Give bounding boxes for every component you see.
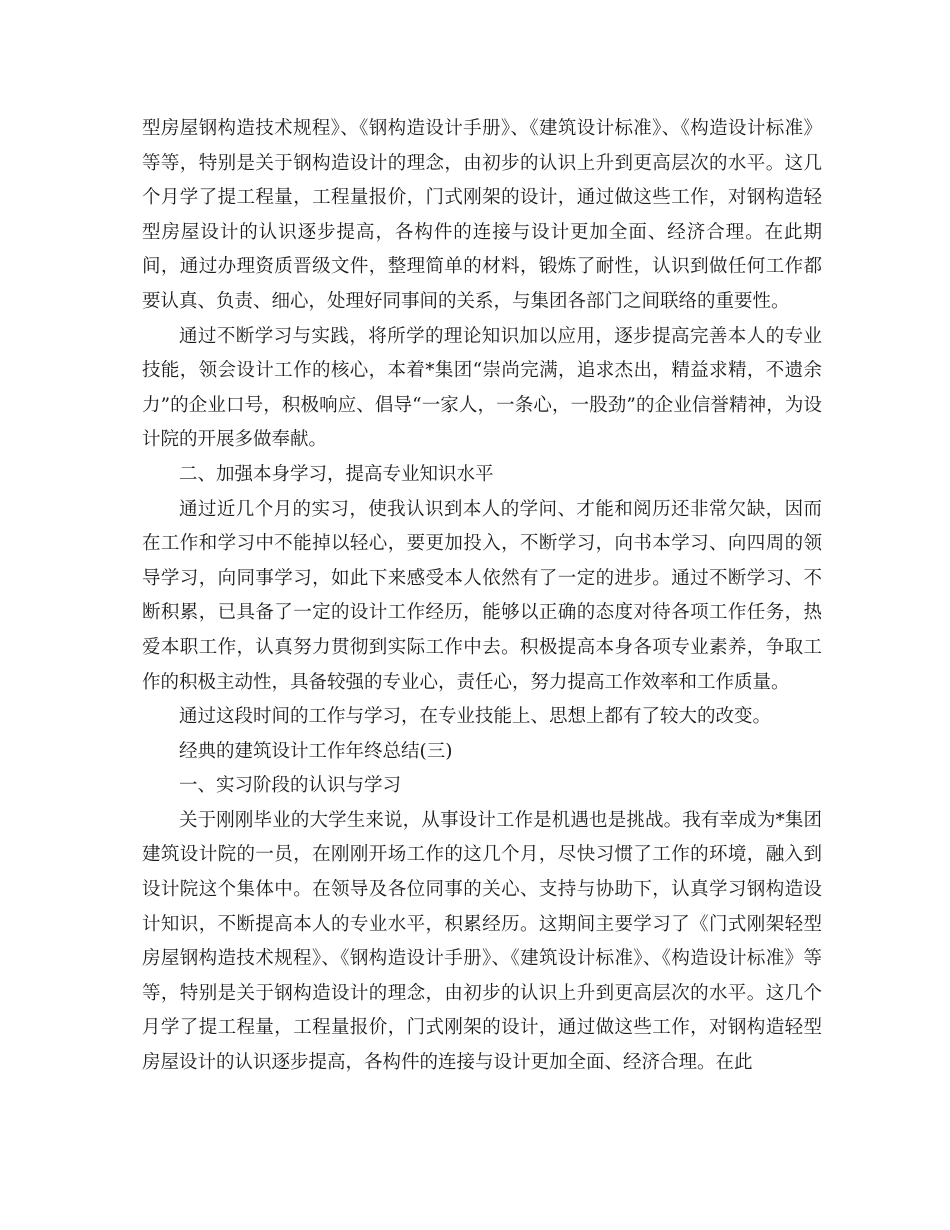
section-heading-2: 二、加强本身学习，提高专业知识水平 [179, 463, 494, 485]
section-heading-1: 一、实习阶段的认识与学习 [179, 775, 402, 797]
paragraph-continuation: 型房屋钢构造技术规程》、《钢构造设计手册》、《建筑设计标准》、《构造设计标准》等等，特别是关于钢构造设计的理念，由初步的认识上升到更高层次的水平。这几个月学了提工程量，工程量报价，门式刚架的设计，通过做这些工作，对钢构造轻型房屋设计的认识逐步提高，各构件的连接与设计更加全面、经济合理。在此期间，通过办理资质晋级文件，整理简单的材料，锻炼了耐性，认识到做任何工作都要认真、负责、细心，处理好同事间的关系，与集团各部门之间联络的重要性。 [142, 118, 822, 312]
paragraph-intro: 关于刚刚毕业的大学生来说，从事设计工作是机遇也是挑战。我有幸成为*集团建筑设计院的一员，在刚刚开场工作的这几个月，尽快习惯了工作的环境，融入到设计院这个集体中。在领导及各位同事的关心、支持与协助下，认真学习钢构造设计知识，不断提高本人的专业水平，积累经历。这期间主要学习了《门式刚架轻型房屋钢构造技术规程》、《钢构造设计手册》、《建筑设计标准》、《构造设计标准》等等，特别是关于钢构造设计的理念，由初步的认识上升到更高层次的水平。这几个月学了提工程量，工程量报价，门式刚架的设计，通过做这些工作，对钢构造轻型房屋设计的认识逐步提高，各构件的连接与设计更加全面、经济合理。在此 [142, 809, 822, 1074]
paragraph-summary: 通过这段时间的工作与学习，在专业技能上、思想上都有了较大的改变。 [179, 706, 772, 728]
document-body [142, 112, 822, 1081]
document-title-3: 经典的建筑设计工作年终总结(三) [179, 740, 453, 762]
paragraph-practice: 通过不断学习与实践，将所学的理论知识加以应用，逐步提高完善本人的专业技能，领会设计工作的核心，本着*集团“崇尚完满，追求杰出，精益求精，不遗余力”的企业口号，积极响应、倡导“一家人，一条心，一股劲”的企业信誉精神，为设计院的开展多做奉献。 [142, 325, 822, 451]
paragraph-study: 通过近几个月的实习，使我认识到本人的学问、才能和阅历还非常欠缺，因而在工作和学习中不能掉以轻心，要更加投入，不断学习，向书本学习、向四周的领导学习，向同事学习，如此下来感受本人依然有了一定的进步。通过不断学习、不断积累，已具备了一定的设计工作经历，能够以正确的态度对待各项工作任务，热爱本职工作，认真努力贯彻到实际工作中去。积极提高本身各项专业素养，争取工作的积极主动性，具备较强的专业心，责任心，努力提高工作效率和工作质量。 [142, 498, 822, 693]
